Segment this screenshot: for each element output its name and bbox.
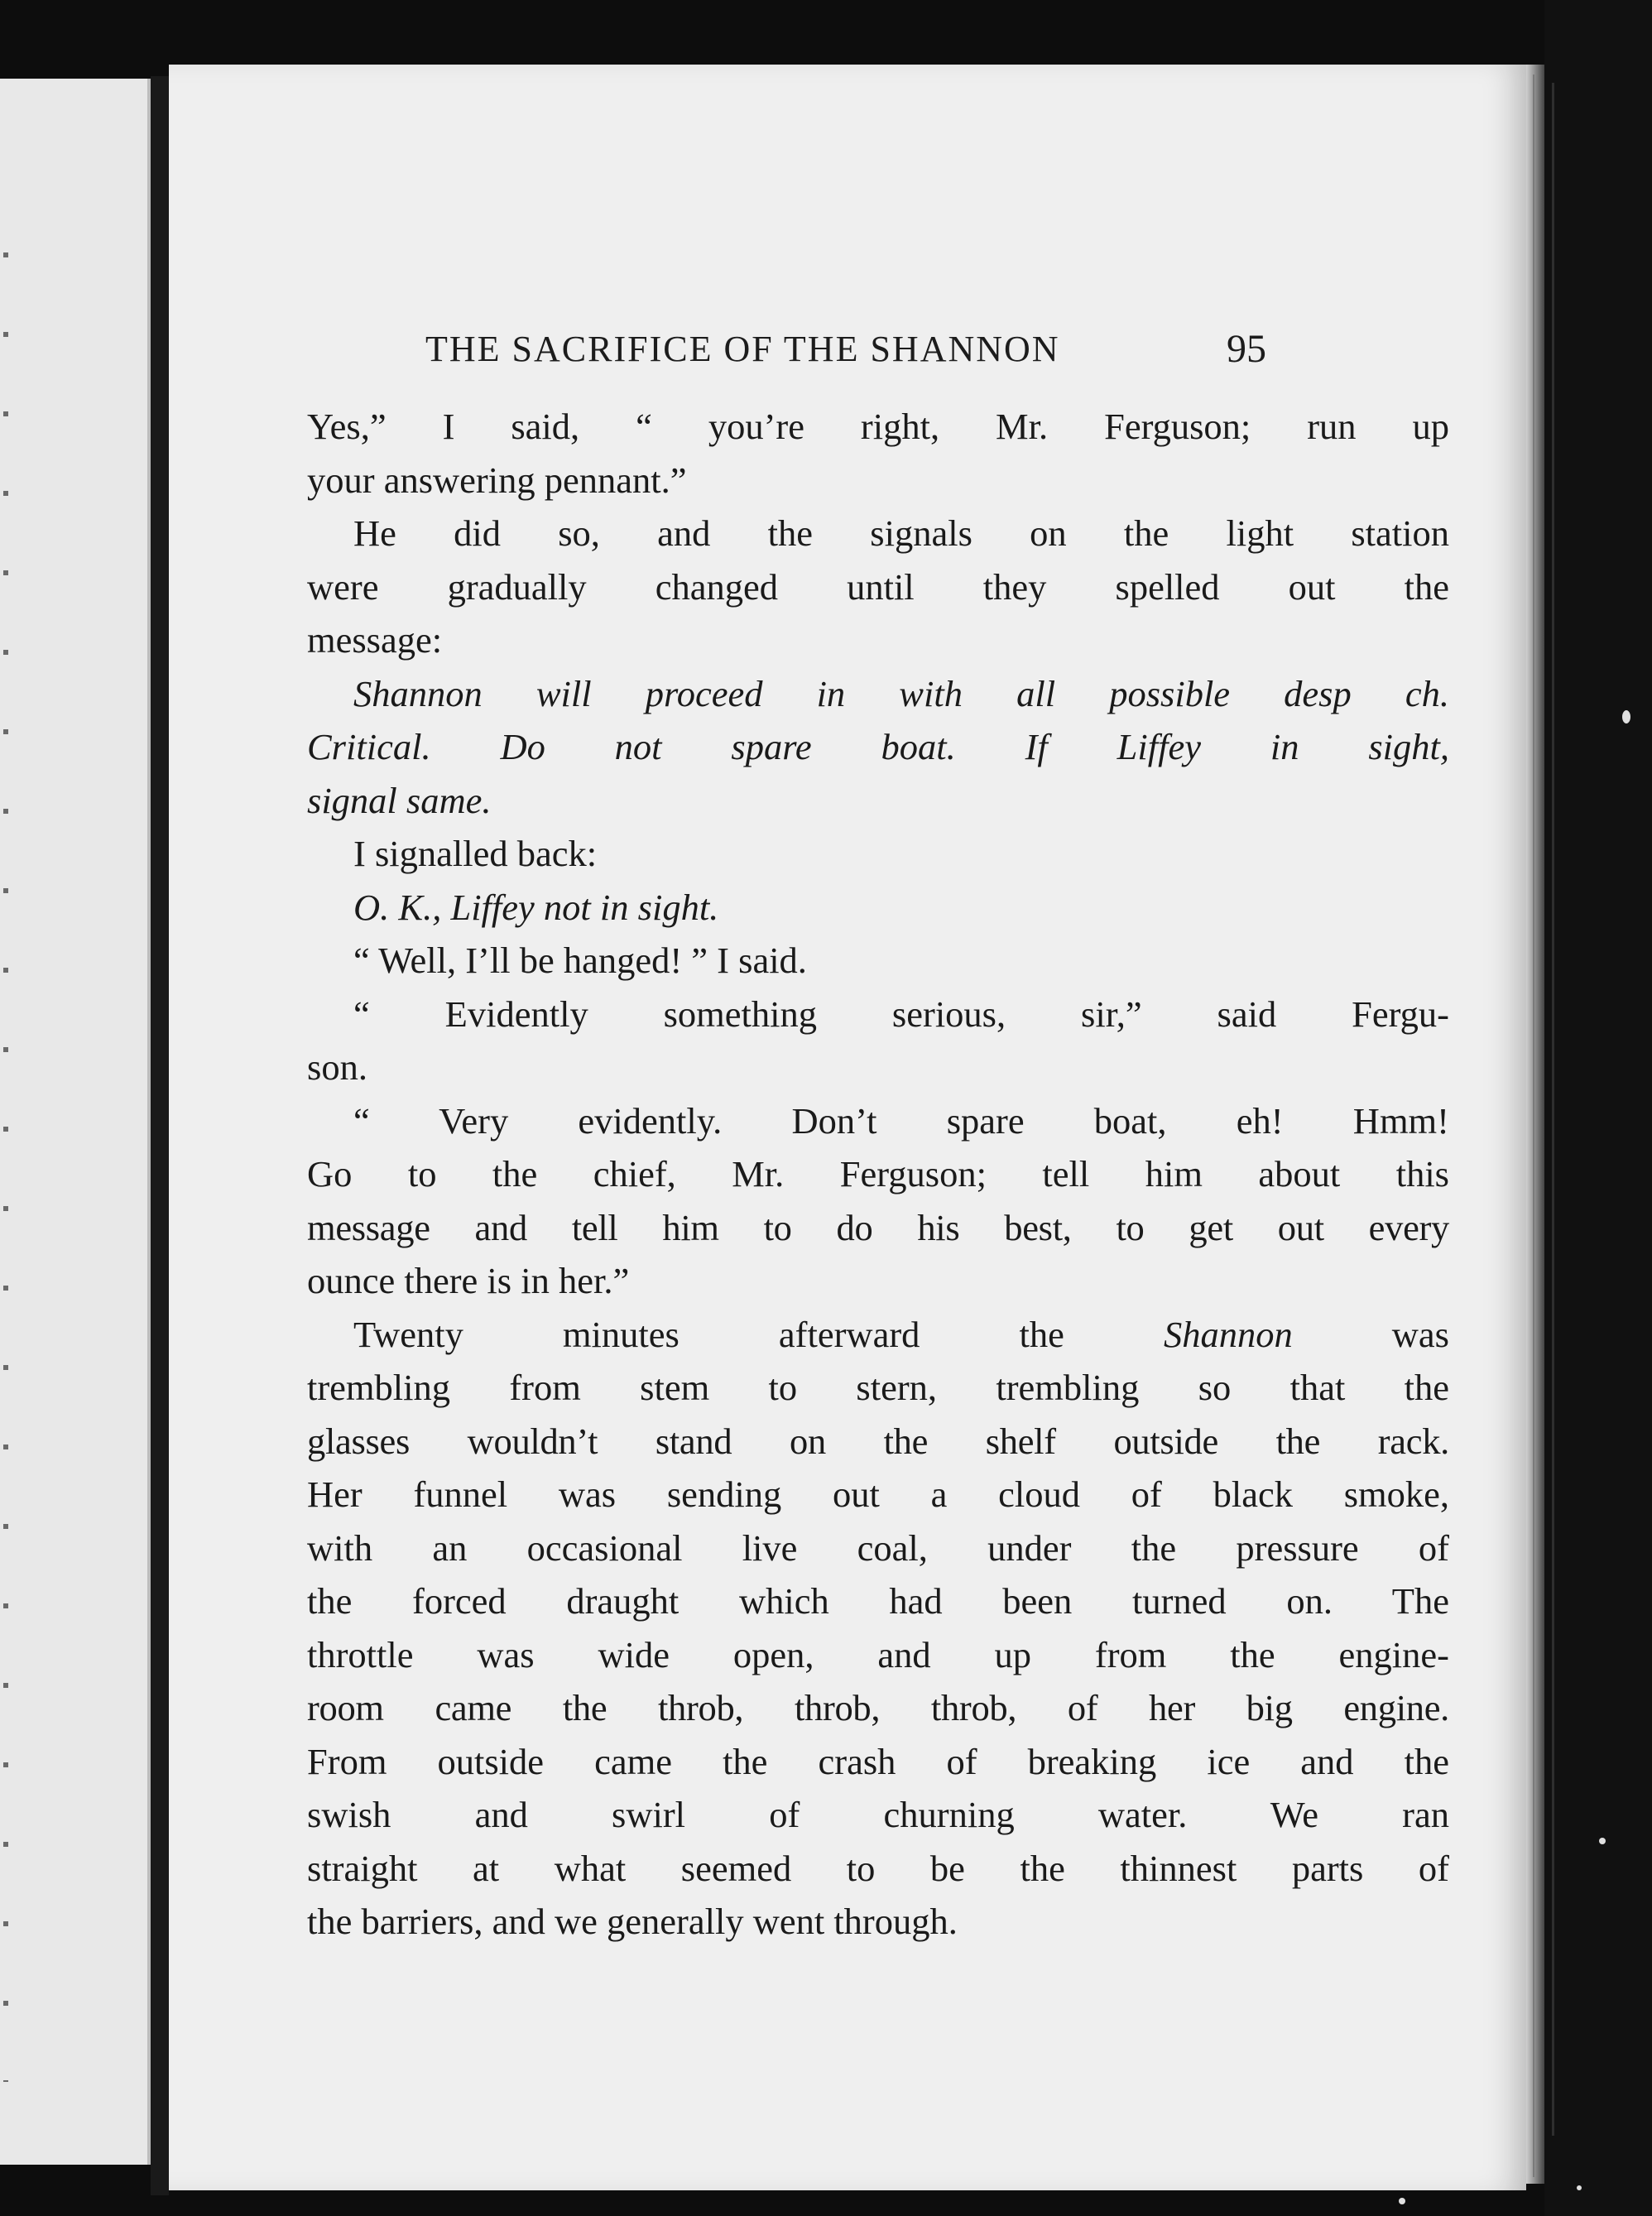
running-head [169, 328, 1526, 377]
text-line: From outside came the crash of breaking ice and the [307, 1740, 1449, 1782]
text-line: son. [307, 1046, 367, 1088]
body-text [307, 400, 1449, 1949]
text-line: “ Evidently something serious, sir,” said Fergu- [353, 993, 1449, 1035]
ship-name-italic: Shannon [1163, 1313, 1293, 1355]
text-line: throttle was wide open, and up from the engine- [307, 1633, 1449, 1675]
text-line: “ Very evidently. Don’t spare boat, eh! Hmm! [353, 1099, 1449, 1142]
text-line: trembling from stem to stern, trembling so that the [307, 1367, 1449, 1408]
book-gutter [151, 76, 169, 2195]
text-line-mixed [307, 1308, 1449, 1362]
dust-speck [1577, 2185, 1582, 2190]
text-line: straight at what seemed to be the thinnest parts of [307, 1847, 1449, 1889]
text-line: He did so, and the signals on the light station [353, 512, 1449, 554]
text-line: Her funnel was sending out a cloud of black smoke, [307, 1473, 1449, 1515]
page-fore-edge [1526, 65, 1544, 2184]
dust-speck [1622, 710, 1630, 723]
facing-page-bleed [3, 178, 8, 2082]
dust-speck [1399, 2198, 1405, 2204]
text-line: room came the throb, throb, throb, of her big engine. [307, 1687, 1449, 1728]
scan-background [1544, 0, 1652, 2216]
text-line: Yes,” I said, “ you’re right, Mr. Ferguson; run up [307, 406, 1449, 447]
text-line: were gradually changed until they spelled out the [307, 565, 1449, 608]
text-line: with an occasional live coal, under the pressure of [307, 1526, 1449, 1569]
text-line-italic: Critical. Do not spare boat. If Liffey in sight, [307, 726, 1449, 767]
dust-speck [1599, 1838, 1606, 1844]
text-line: ounce there is in her.” [307, 1260, 630, 1301]
text-line: glasses wouldn’t stand on the shelf outside the rack. [307, 1420, 1449, 1462]
text-line: message: [307, 619, 443, 661]
text-line: the barriers, and we generally went through. [307, 1901, 958, 1942]
running-title: THE SACRIFICE OF THE SHANNON [425, 329, 1060, 369]
page-edge-line [1533, 75, 1534, 2177]
text-line: the forced draught which had been turned on. The [307, 1580, 1449, 1622]
text-line: message and tell him to do his best, to get out every [307, 1206, 1449, 1248]
text-line: your answering pennant.” [307, 459, 687, 501]
scan-border [1552, 83, 1554, 2136]
text-line: “ Well, I’ll be hanged! ” I said. [353, 940, 807, 981]
text-run: was [1292, 1313, 1449, 1355]
book-page [169, 65, 1526, 2190]
text-run: Twenty minutes afterward the [353, 1313, 1164, 1355]
text-line: Go to the chief, Mr. Ferguson; tell him about this [307, 1153, 1449, 1195]
text-line: I signalled back: [353, 833, 598, 874]
page-number: 95 [1227, 327, 1266, 371]
text-line-italic: Shannon will proceed in with all possible desp ch. [353, 672, 1449, 714]
text-line-italic: signal same. [307, 779, 492, 821]
text-line-italic: O. K., Liffey not in sight. [353, 886, 719, 928]
facing-page-edge [0, 79, 151, 2165]
text-line: swish and swirl of churning water. We ran [307, 1794, 1449, 1835]
